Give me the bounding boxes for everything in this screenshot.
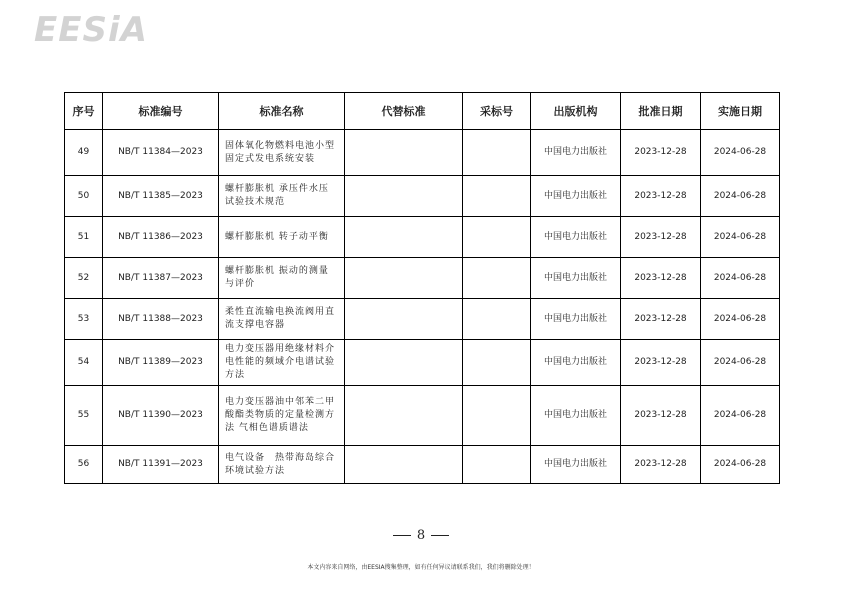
table-row [65, 446, 780, 484]
cell-approved: 2023-12-28 [621, 176, 701, 217]
cell-no: 54 [65, 340, 103, 386]
cell-approved: 2023-12-28 [621, 130, 701, 176]
cell-adopted [463, 130, 531, 176]
cell-approved: 2023-12-28 [621, 299, 701, 340]
cell-code: NB/T 11385—2023 [103, 176, 219, 217]
cell-name: 螺杆膨胀机 转子动平衡 [219, 217, 345, 258]
header-effective: 实施日期 [701, 93, 780, 130]
table-row [65, 258, 780, 299]
footer-disclaimer: 本文内容来自网络，由EESIA搜集整理，如有任何异议请联系我们，我们将删除处理！ [307, 564, 535, 571]
cell-code: NB/T 11384—2023 [103, 130, 219, 176]
cell-publisher: 中国电力出版社 [531, 446, 621, 484]
page-number-dash-left [393, 535, 411, 536]
header-code: 标准编号 [103, 93, 219, 130]
cell-adopted [463, 258, 531, 299]
table-row [65, 130, 780, 176]
table-row [65, 217, 780, 258]
cell-publisher: 中国电力出版社 [531, 176, 621, 217]
page-number-value: 8 [416, 528, 426, 543]
cell-approved: 2023-12-28 [621, 258, 701, 299]
header-adopted: 采标号 [463, 93, 531, 130]
cell-name: 电气设备 热带海岛综合环境试验方法 [219, 446, 345, 484]
cell-effective: 2024-06-28 [701, 386, 780, 446]
cell-code: NB/T 11386—2023 [103, 217, 219, 258]
cell-approved: 2023-12-28 [621, 217, 701, 258]
cell-adopted [463, 217, 531, 258]
cell-replaces [345, 217, 463, 258]
cell-replaces [345, 340, 463, 386]
cell-no: 50 [65, 176, 103, 217]
page-number-dash-right [431, 535, 449, 536]
cell-no: 49 [65, 130, 103, 176]
table-row [65, 386, 780, 446]
cell-no: 55 [65, 386, 103, 446]
cell-replaces [345, 386, 463, 446]
cell-adopted [463, 446, 531, 484]
cell-effective: 2024-06-28 [701, 299, 780, 340]
header-no: 序号 [65, 93, 103, 130]
cell-name: 螺杆膨胀机 振动的测量与评价 [219, 258, 345, 299]
cell-code: NB/T 11389—2023 [103, 340, 219, 386]
cell-no: 51 [65, 217, 103, 258]
cell-publisher: 中国电力出版社 [531, 130, 621, 176]
cell-effective: 2024-06-28 [701, 176, 780, 217]
cell-code: NB/T 11390—2023 [103, 386, 219, 446]
header-replaces: 代替标准 [345, 93, 463, 130]
cell-effective: 2024-06-28 [701, 446, 780, 484]
table-row [65, 340, 780, 386]
cell-effective: 2024-06-28 [701, 340, 780, 386]
cell-effective: 2024-06-28 [701, 130, 780, 176]
cell-no: 52 [65, 258, 103, 299]
cell-name: 电力变压器用绝缘材料介电性能的频域介电谱试验方法 [219, 340, 345, 386]
cell-adopted [463, 386, 531, 446]
cell-name: 电力变压器油中邻苯二甲酸酯类物质的定量检测方法 气相色谱质谱法 [219, 386, 345, 446]
cell-no: 53 [65, 299, 103, 340]
cell-effective: 2024-06-28 [701, 217, 780, 258]
cell-adopted [463, 299, 531, 340]
table-row [65, 299, 780, 340]
table-row [65, 176, 780, 217]
cell-approved: 2023-12-28 [621, 340, 701, 386]
cell-name: 柔性直流输电换流阀用直流支撑电容器 [219, 299, 345, 340]
cell-publisher: 中国电力出版社 [531, 299, 621, 340]
cell-effective: 2024-06-28 [701, 258, 780, 299]
cell-approved: 2023-12-28 [621, 446, 701, 484]
cell-code: NB/T 11387—2023 [103, 258, 219, 299]
cell-replaces [345, 446, 463, 484]
eesia-logo: EESiA [34, 10, 148, 50]
cell-publisher: 中国电力出版社 [531, 217, 621, 258]
cell-replaces [345, 130, 463, 176]
header-approved: 批准日期 [621, 93, 701, 130]
standards-table [64, 92, 780, 484]
cell-approved: 2023-12-28 [621, 386, 701, 446]
cell-publisher: 中国电力出版社 [531, 340, 621, 386]
cell-code: NB/T 11391—2023 [103, 446, 219, 484]
cell-publisher: 中国电力出版社 [531, 258, 621, 299]
page-number [0, 528, 842, 543]
cell-code: NB/T 11388—2023 [103, 299, 219, 340]
cell-replaces [345, 258, 463, 299]
cell-replaces [345, 176, 463, 217]
cell-adopted [463, 176, 531, 217]
cell-adopted [463, 340, 531, 386]
cell-publisher: 中国电力出版社 [531, 386, 621, 446]
table-header-row [65, 93, 780, 130]
cell-no: 56 [65, 446, 103, 484]
cell-replaces [345, 299, 463, 340]
header-publisher: 出版机构 [531, 93, 621, 130]
header-name: 标准名称 [219, 93, 345, 130]
cell-name: 固体氧化物燃料电池小型固定式发电系统安装 [219, 130, 345, 176]
cell-name: 螺杆膨胀机 承压件水压试验技术规范 [219, 176, 345, 217]
